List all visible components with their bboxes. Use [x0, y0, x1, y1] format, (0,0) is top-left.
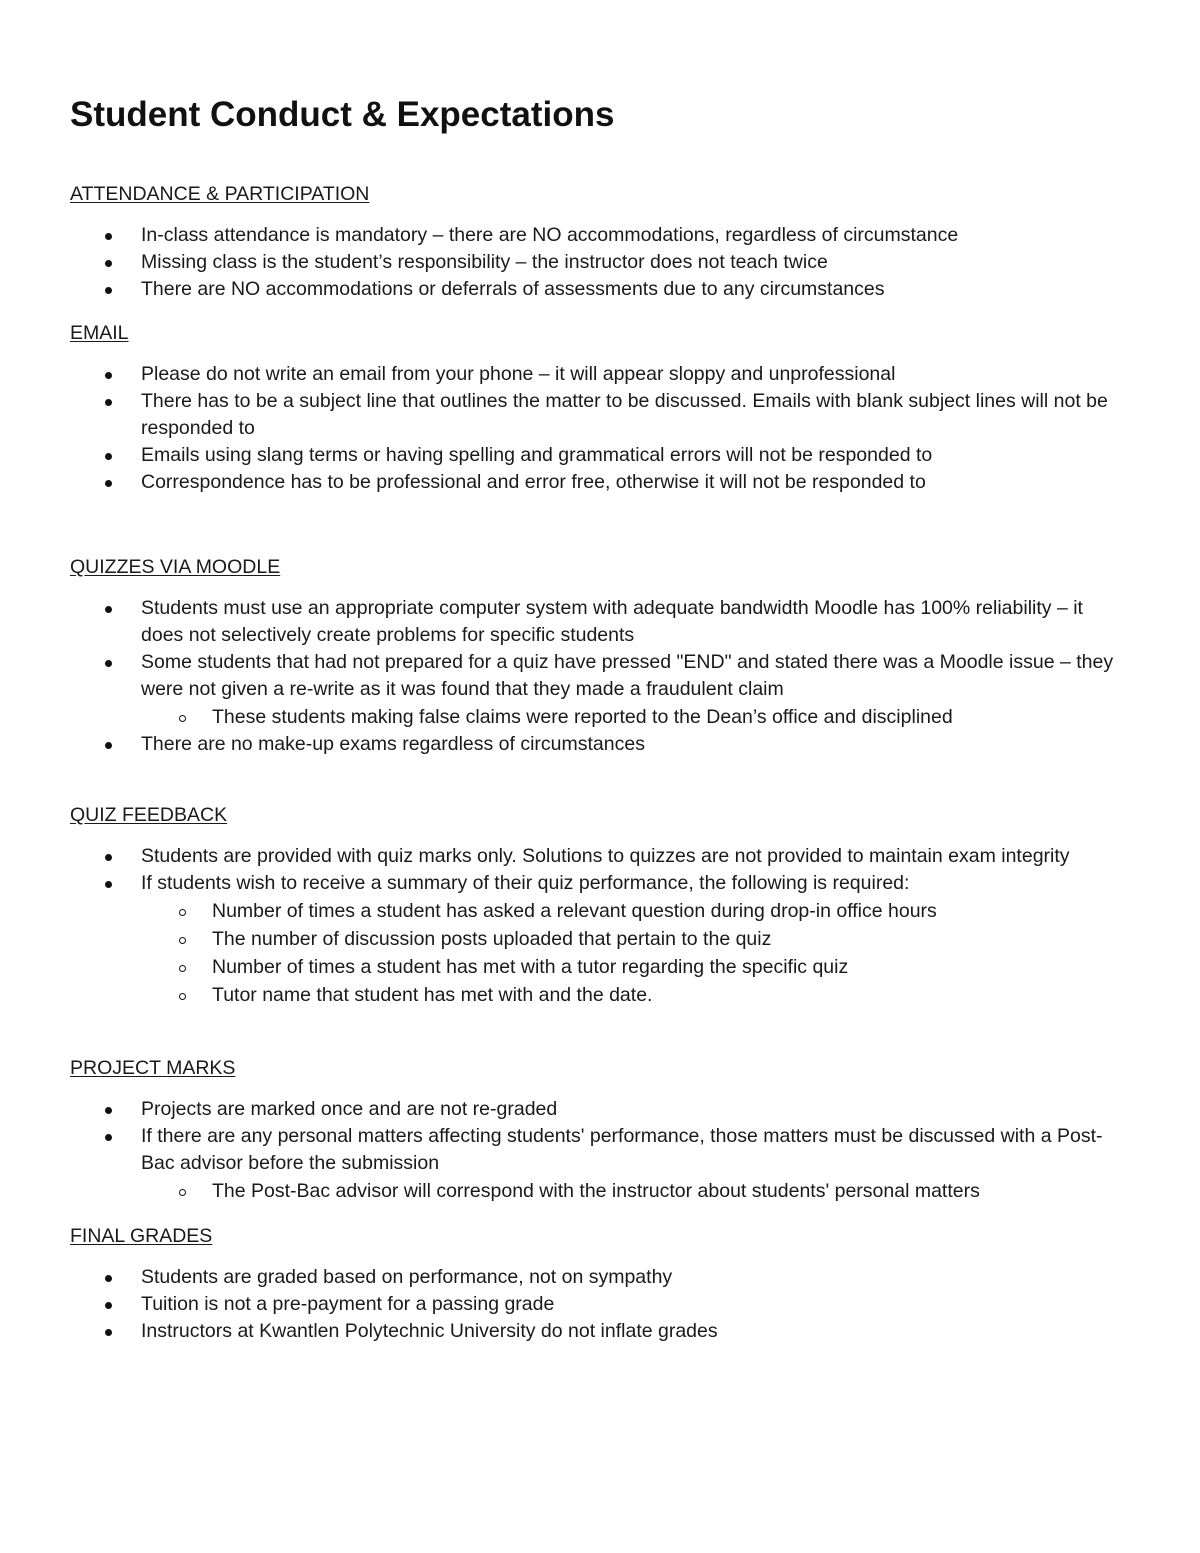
circle-bullet-icon — [179, 909, 186, 916]
sub-list — [70, 897, 1130, 1009]
list-item: Students must use an appropriate computer system with adequate bandwidth Moodle has 100% reliability – it does not selectively create problems for specific students — [70, 595, 1130, 649]
list-item: If there are any personal matters affecting students' performance, those matters must be discussed with a Post-Bac advisor before the submission The Post-Bac advisor will correspond with the instructor about students' personal matters — [70, 1123, 1130, 1205]
bullet-list — [70, 222, 1130, 303]
section-heading: QUIZ FEEDBACK — [70, 804, 228, 826]
bullet-icon — [105, 606, 112, 613]
bullet-icon — [105, 1107, 112, 1114]
bullet-icon — [105, 1275, 112, 1282]
bullet-list — [70, 1264, 1130, 1345]
section-quizzes — [70, 555, 1130, 758]
list-item: Students are provided with quiz marks only. Solutions to quizzes are not provided to maintain exam integrity — [70, 843, 1130, 870]
bullet-icon — [105, 742, 112, 749]
section-email — [70, 321, 1130, 496]
page-title: Student Conduct & Expectations — [70, 95, 615, 134]
list-item: If students wish to receive a summary of their quiz performance, the following is required: Number of times a student has asked a relevant question during drop-in office hours The number of discussion posts uploaded that pertain to the quiz Number of times a student has met with a tutor regarding the specific quiz Tutor name that student has met with and the date. — [70, 870, 1130, 1009]
bullet-icon — [105, 1134, 112, 1141]
section-project-marks — [70, 1056, 1130, 1205]
circle-bullet-icon — [179, 965, 186, 972]
list-item: Instructors at Kwantlen Polytechnic University do not inflate grades — [70, 1318, 1130, 1345]
bullet-icon — [105, 399, 112, 406]
list-item: There are NO accommodations or deferrals of assessments due to any circumstances — [70, 276, 1130, 303]
list-item: Tuition is not a pre-payment for a passing grade — [70, 1291, 1130, 1318]
list-item: Please do not write an email from your phone – it will appear sloppy and unprofessional — [70, 361, 1130, 388]
bullet-icon — [105, 453, 112, 460]
sub-list — [70, 1177, 1130, 1205]
list-item: Students are graded based on performance, not on sympathy — [70, 1264, 1130, 1291]
circle-bullet-icon — [179, 715, 186, 722]
bullet-icon — [105, 1302, 112, 1309]
section-heading: EMAIL — [70, 322, 129, 344]
sub-list-item: Number of times a student has asked a relevant question during drop-in office hours — [70, 897, 1130, 925]
bullet-list — [70, 361, 1130, 496]
list-item: Correspondence has to be professional and error free, otherwise it will not be responded to — [70, 469, 1130, 496]
section-heading: FINAL GRADES — [70, 1225, 213, 1247]
section-heading: ATTENDANCE & PARTICIPATION — [70, 183, 370, 205]
circle-bullet-icon — [179, 1189, 186, 1196]
section-attendance — [70, 182, 1130, 303]
bullet-icon — [105, 1329, 112, 1336]
section-quiz-feedback — [70, 803, 1130, 1009]
bullet-icon — [105, 480, 112, 487]
circle-bullet-icon — [179, 937, 186, 944]
sub-list — [70, 703, 1130, 731]
section-final-grades — [70, 1224, 1130, 1345]
sub-list-item: The number of discussion posts uploaded that pertain to the quiz — [70, 925, 1130, 953]
sub-list-item: Tutor name that student has met with and the date. — [70, 981, 1130, 1009]
bullet-icon — [105, 233, 112, 240]
sub-list-item: These students making false claims were reported to the Dean’s office and disciplined — [70, 703, 1130, 731]
bullet-icon — [105, 287, 112, 294]
list-item: Missing class is the student’s responsibility – the instructor does not teach twice — [70, 249, 1130, 276]
bullet-icon — [105, 854, 112, 861]
list-item: There are no make-up exams regardless of circumstances — [70, 731, 1130, 758]
section-heading: QUIZZES VIA MOODLE — [70, 556, 281, 578]
circle-bullet-icon — [179, 993, 186, 1000]
bullet-icon — [105, 881, 112, 888]
list-item: There has to be a subject line that outlines the matter to be discussed. Emails with blank subject lines will not be responded to — [70, 388, 1130, 442]
bullet-list — [70, 843, 1130, 1009]
bullet-icon — [105, 260, 112, 267]
list-item: Emails using slang terms or having spelling and grammatical errors will not be responded to — [70, 442, 1130, 469]
sub-list-item: Number of times a student has met with a tutor regarding the specific quiz — [70, 953, 1130, 981]
section-heading: PROJECT MARKS — [70, 1057, 236, 1079]
sub-list-item: The Post-Bac advisor will correspond with the instructor about students' personal matters — [70, 1177, 1130, 1205]
bullet-icon — [105, 660, 112, 667]
list-item: Projects are marked once and are not re-graded — [70, 1096, 1130, 1123]
bullet-list — [70, 1096, 1130, 1205]
bullet-icon — [105, 372, 112, 379]
bullet-list — [70, 595, 1130, 758]
list-item: In-class attendance is mandatory – there are NO accommodations, regardless of circumstance — [70, 222, 1130, 249]
list-item: Some students that had not prepared for a quiz have pressed "END" and stated there was a Moodle issue – they were not given a re-write as it was found that they made a fraudulent claim These students making false claims were reported to the Dean’s office and disciplined — [70, 649, 1130, 731]
